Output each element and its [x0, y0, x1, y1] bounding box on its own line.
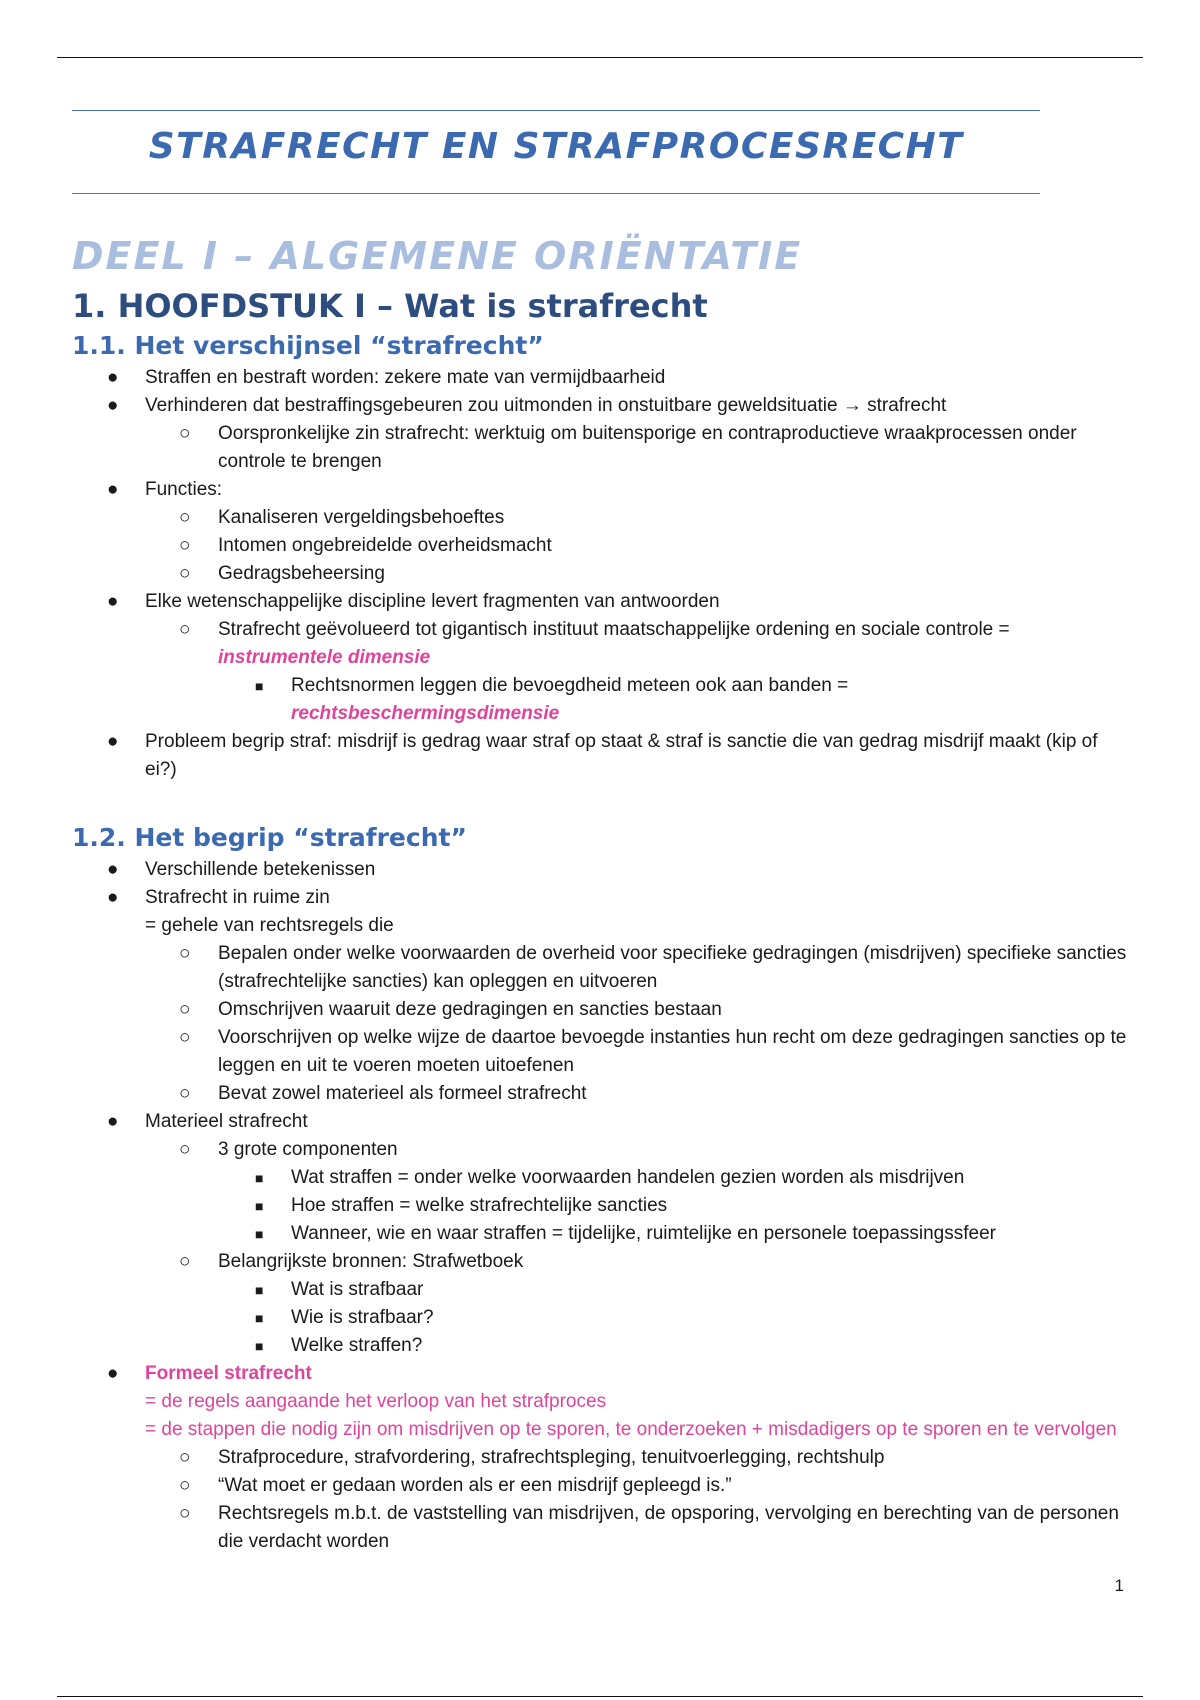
page-top-rule	[57, 57, 1143, 58]
list-item: ● Straffen en bestraft worden: zekere mate van vermijdbaarheid	[72, 364, 1132, 392]
list-item: ● Verschillende betekenissen	[72, 856, 1132, 884]
hollow-circle-bullet-icon: ○	[179, 1503, 191, 1524]
document-body	[72, 228, 1132, 1556]
list-item: ● Formeel strafrecht = de regels aangaande het verloop van het strafproces = de stappen die nodig zijn om misdrijven op te sporen, te onderzoeken + misdadigers op te sporen en te vervolgen ○ Strafprocedure, strafvordering, strafrechtspleging, tenuitvoerlegging, rechtshulp ○ “Wat moet er gedaan worden als er een misdrijf gepleegd is.” ○ Rechtsregels m.b.t. de vaststelling van misdrijven, de opsporing, vervolging en berechting van de personen die verdacht worden	[72, 1360, 1132, 1556]
page-number: 1	[1114, 1576, 1124, 1595]
hollow-circle-bullet-icon: ○	[179, 943, 191, 964]
hollow-circle-bullet-icon: ○	[179, 619, 191, 640]
filled-circle-bullet-icon: ●	[107, 1111, 119, 1132]
filled-circle-bullet-icon: ●	[107, 887, 119, 908]
title-top-rule	[72, 110, 1040, 111]
filled-circle-bullet-icon: ●	[107, 1363, 119, 1384]
page-bottom-rule	[57, 1696, 1143, 1697]
square-bullet-icon: ■	[255, 1338, 264, 1354]
filled-circle-bullet-icon: ●	[107, 591, 119, 612]
list-item: ○ Bepalen onder welke voorwaarden de overheid voor specifieke gedragingen (misdrijven) specifieke sancties (strafrechtelijke sancties) kan opleggen en uitvoeren	[145, 940, 1132, 996]
list-item: ● Probleem begrip straf: misdrijf is gedrag waar straf op staat & straf is sanctie die van gedrag misdrijf maakt (kip of ei?)	[72, 728, 1132, 784]
list-item: ○ Omschrijven waaruit deze gedragingen en sancties bestaan	[145, 996, 1132, 1024]
square-bullet-icon: ■	[255, 1310, 264, 1326]
hollow-circle-bullet-icon: ○	[179, 1027, 191, 1048]
list-item: ○ Strafrecht geëvolueerd tot gigantisch instituut maatschappelijke ordening en sociale controle = instrumentele dimensie ■ Rechtsnormen leggen die bevoegdheid meteen ook aan banden = rechtsbeschermingsdimensie	[145, 616, 1132, 728]
section-title: 1.2. Het begrip “strafrecht”	[72, 823, 467, 852]
square-bullet-icon: ■	[255, 1282, 264, 1298]
list-item: ■ Hoe straffen = welke strafrechtelijke sancties	[218, 1192, 1132, 1220]
list-item: ● Elke wetenschappelijke discipline levert fragmenten van antwoorden ○ Strafrecht geëvolueerd tot gigantisch instituut maatschappelijke ordening en sociale controle = instrumentele dimensie ■ Rechtsnormen leggen die bevoegdheid meteen ook aan banden = rechtsbeschermingsdimensie	[72, 588, 1132, 728]
list-item: ■ Wat is strafbaar	[218, 1276, 1132, 1304]
hollow-circle-bullet-icon: ○	[179, 1139, 191, 1160]
hollow-circle-bullet-icon: ○	[179, 1251, 191, 1272]
list-item: ○ Gedragsbeheersing	[145, 560, 1132, 588]
chapter-title: 1. HOOFDSTUK I – Wat is strafrecht	[72, 287, 708, 325]
list-item: ○ Intomen ongebreidelde overheidsmacht	[145, 532, 1132, 560]
list-item: ○ Rechtsregels m.b.t. de vaststelling van misdrijven, de opsporing, vervolging en berechting van de personen die verdacht worden	[145, 1500, 1132, 1556]
hollow-circle-bullet-icon: ○	[179, 423, 191, 444]
key-term: instrumentele dimensie	[218, 647, 431, 668]
list-item: ● Functies: ○ Kanaliseren vergeldingsbehoeftes ○ Intomen ongebreidelde overheidsmacht ○ Gedragsbeheersing	[72, 476, 1132, 588]
list-item: ■ Wie is strafbaar?	[218, 1304, 1132, 1332]
hollow-circle-bullet-icon: ○	[179, 1475, 191, 1496]
square-bullet-icon: ■	[255, 678, 264, 694]
list-item: ● Strafrecht in ruime zin = gehele van rechtsregels die ○ Bepalen onder welke voorwaarden de overheid voor specifieke gedragingen (misdrijven) specifieke sancties (strafrechtelijke sancties) kan opleggen en uitvoeren ○ Omschrijven waaruit deze gedragingen en sancties bestaan ○ Voorschrijven op welke wijze de daartoe bevoegde instanties hun recht om deze gedragingen sancties op te leggen en uit te voeren moeten uitoefenen ○ Bevat zowel materieel als formeel strafrecht	[72, 884, 1132, 1108]
part-title: DEEL I – ALGEMENE ORIËNTATIE	[72, 234, 803, 278]
list-item: ○ Oorspronkelijke zin strafrecht: werktuig om buitensporige en contraproductieve wraakprocessen onder controle te brengen	[145, 420, 1132, 476]
filled-circle-bullet-icon: ●	[107, 367, 119, 388]
hollow-circle-bullet-icon: ○	[179, 563, 191, 584]
list-item: ● Verhinderen dat bestraffingsgebeuren zou uitmonden in onstuitbare geweldsituatie → strafrecht ○ Oorspronkelijke zin strafrecht: werktuig om buitensporige en contraproductieve wraakprocessen onder controle te brengen	[72, 392, 1132, 476]
list-item: ■ Wat straffen = onder welke voorwaarden handelen gezien worden als misdrijven	[218, 1164, 1132, 1192]
document-title: STRAFRECHT EN STRAFPROCESRECHT	[148, 126, 964, 167]
list-item: ○ Bevat zowel materieel als formeel strafrecht	[145, 1080, 1132, 1108]
hollow-circle-bullet-icon: ○	[179, 1083, 191, 1104]
list-item: ● Materieel strafrecht ○ 3 grote componenten ■ Wat straffen = onder welke voorwaarden handelen gezien worden als misdrijven ■ Hoe straffen = welke strafrechtelijke sancties ■ Wanneer, wie en waar straffen = tijdelijke, ruimtelijke en personele toepassingssfeer ○ Belangrijkste bronnen: Strafwetboek ■ Wat is strafbaar ■ Wie is strafbaar? ■ Welke straffen?	[72, 1108, 1132, 1360]
filled-circle-bullet-icon: ●	[107, 479, 119, 500]
list-item: ■ Welke straffen?	[218, 1332, 1132, 1360]
list-item: ■ Wanneer, wie en waar straffen = tijdelijke, ruimtelijke en personele toepassingssfeer	[218, 1220, 1132, 1248]
list-item: ○ Strafprocedure, strafvordering, strafrechtspleging, tenuitvoerlegging, rechtshulp	[145, 1444, 1132, 1472]
filled-circle-bullet-icon: ●	[107, 859, 119, 880]
bullet-list	[72, 364, 1132, 784]
key-term: rechtsbeschermingsdimensie	[291, 703, 560, 724]
list-item: ○ Belangrijkste bronnen: Strafwetboek ■ Wat is strafbaar ■ Wie is strafbaar? ■ Welke straffen?	[145, 1248, 1132, 1360]
section-title: 1.1. Het verschijnsel “strafrecht”	[72, 331, 544, 360]
hollow-circle-bullet-icon: ○	[179, 1447, 191, 1468]
square-bullet-icon: ■	[255, 1226, 264, 1242]
title-bottom-rule	[72, 193, 1040, 194]
list-item: ■ Rechtsnormen leggen die bevoegdheid meteen ook aan banden = rechtsbeschermingsdimensie	[218, 672, 1132, 728]
hollow-circle-bullet-icon: ○	[179, 535, 191, 556]
hollow-circle-bullet-icon: ○	[179, 507, 191, 528]
list-item: ○ “Wat moet er gedaan worden als er een misdrijf gepleegd is.”	[145, 1472, 1132, 1500]
list-item: ○ 3 grote componenten ■ Wat straffen = onder welke voorwaarden handelen gezien worden als misdrijven ■ Hoe straffen = welke strafrechtelijke sancties ■ Wanneer, wie en waar straffen = tijdelijke, ruimtelijke en personele toepassingssfeer	[145, 1136, 1132, 1248]
list-item: ○ Voorschrijven op welke wijze de daartoe bevoegde instanties hun recht om deze gedragingen sancties op te leggen en uit te voeren moeten uitoefenen	[145, 1024, 1132, 1080]
hollow-circle-bullet-icon: ○	[179, 999, 191, 1020]
list-item: ○ Kanaliseren vergeldingsbehoeftes	[145, 504, 1132, 532]
filled-circle-bullet-icon: ●	[107, 395, 119, 416]
square-bullet-icon: ■	[255, 1198, 264, 1214]
filled-circle-bullet-icon: ●	[107, 731, 119, 752]
bullet-list	[72, 856, 1132, 1556]
square-bullet-icon: ■	[255, 1170, 264, 1186]
